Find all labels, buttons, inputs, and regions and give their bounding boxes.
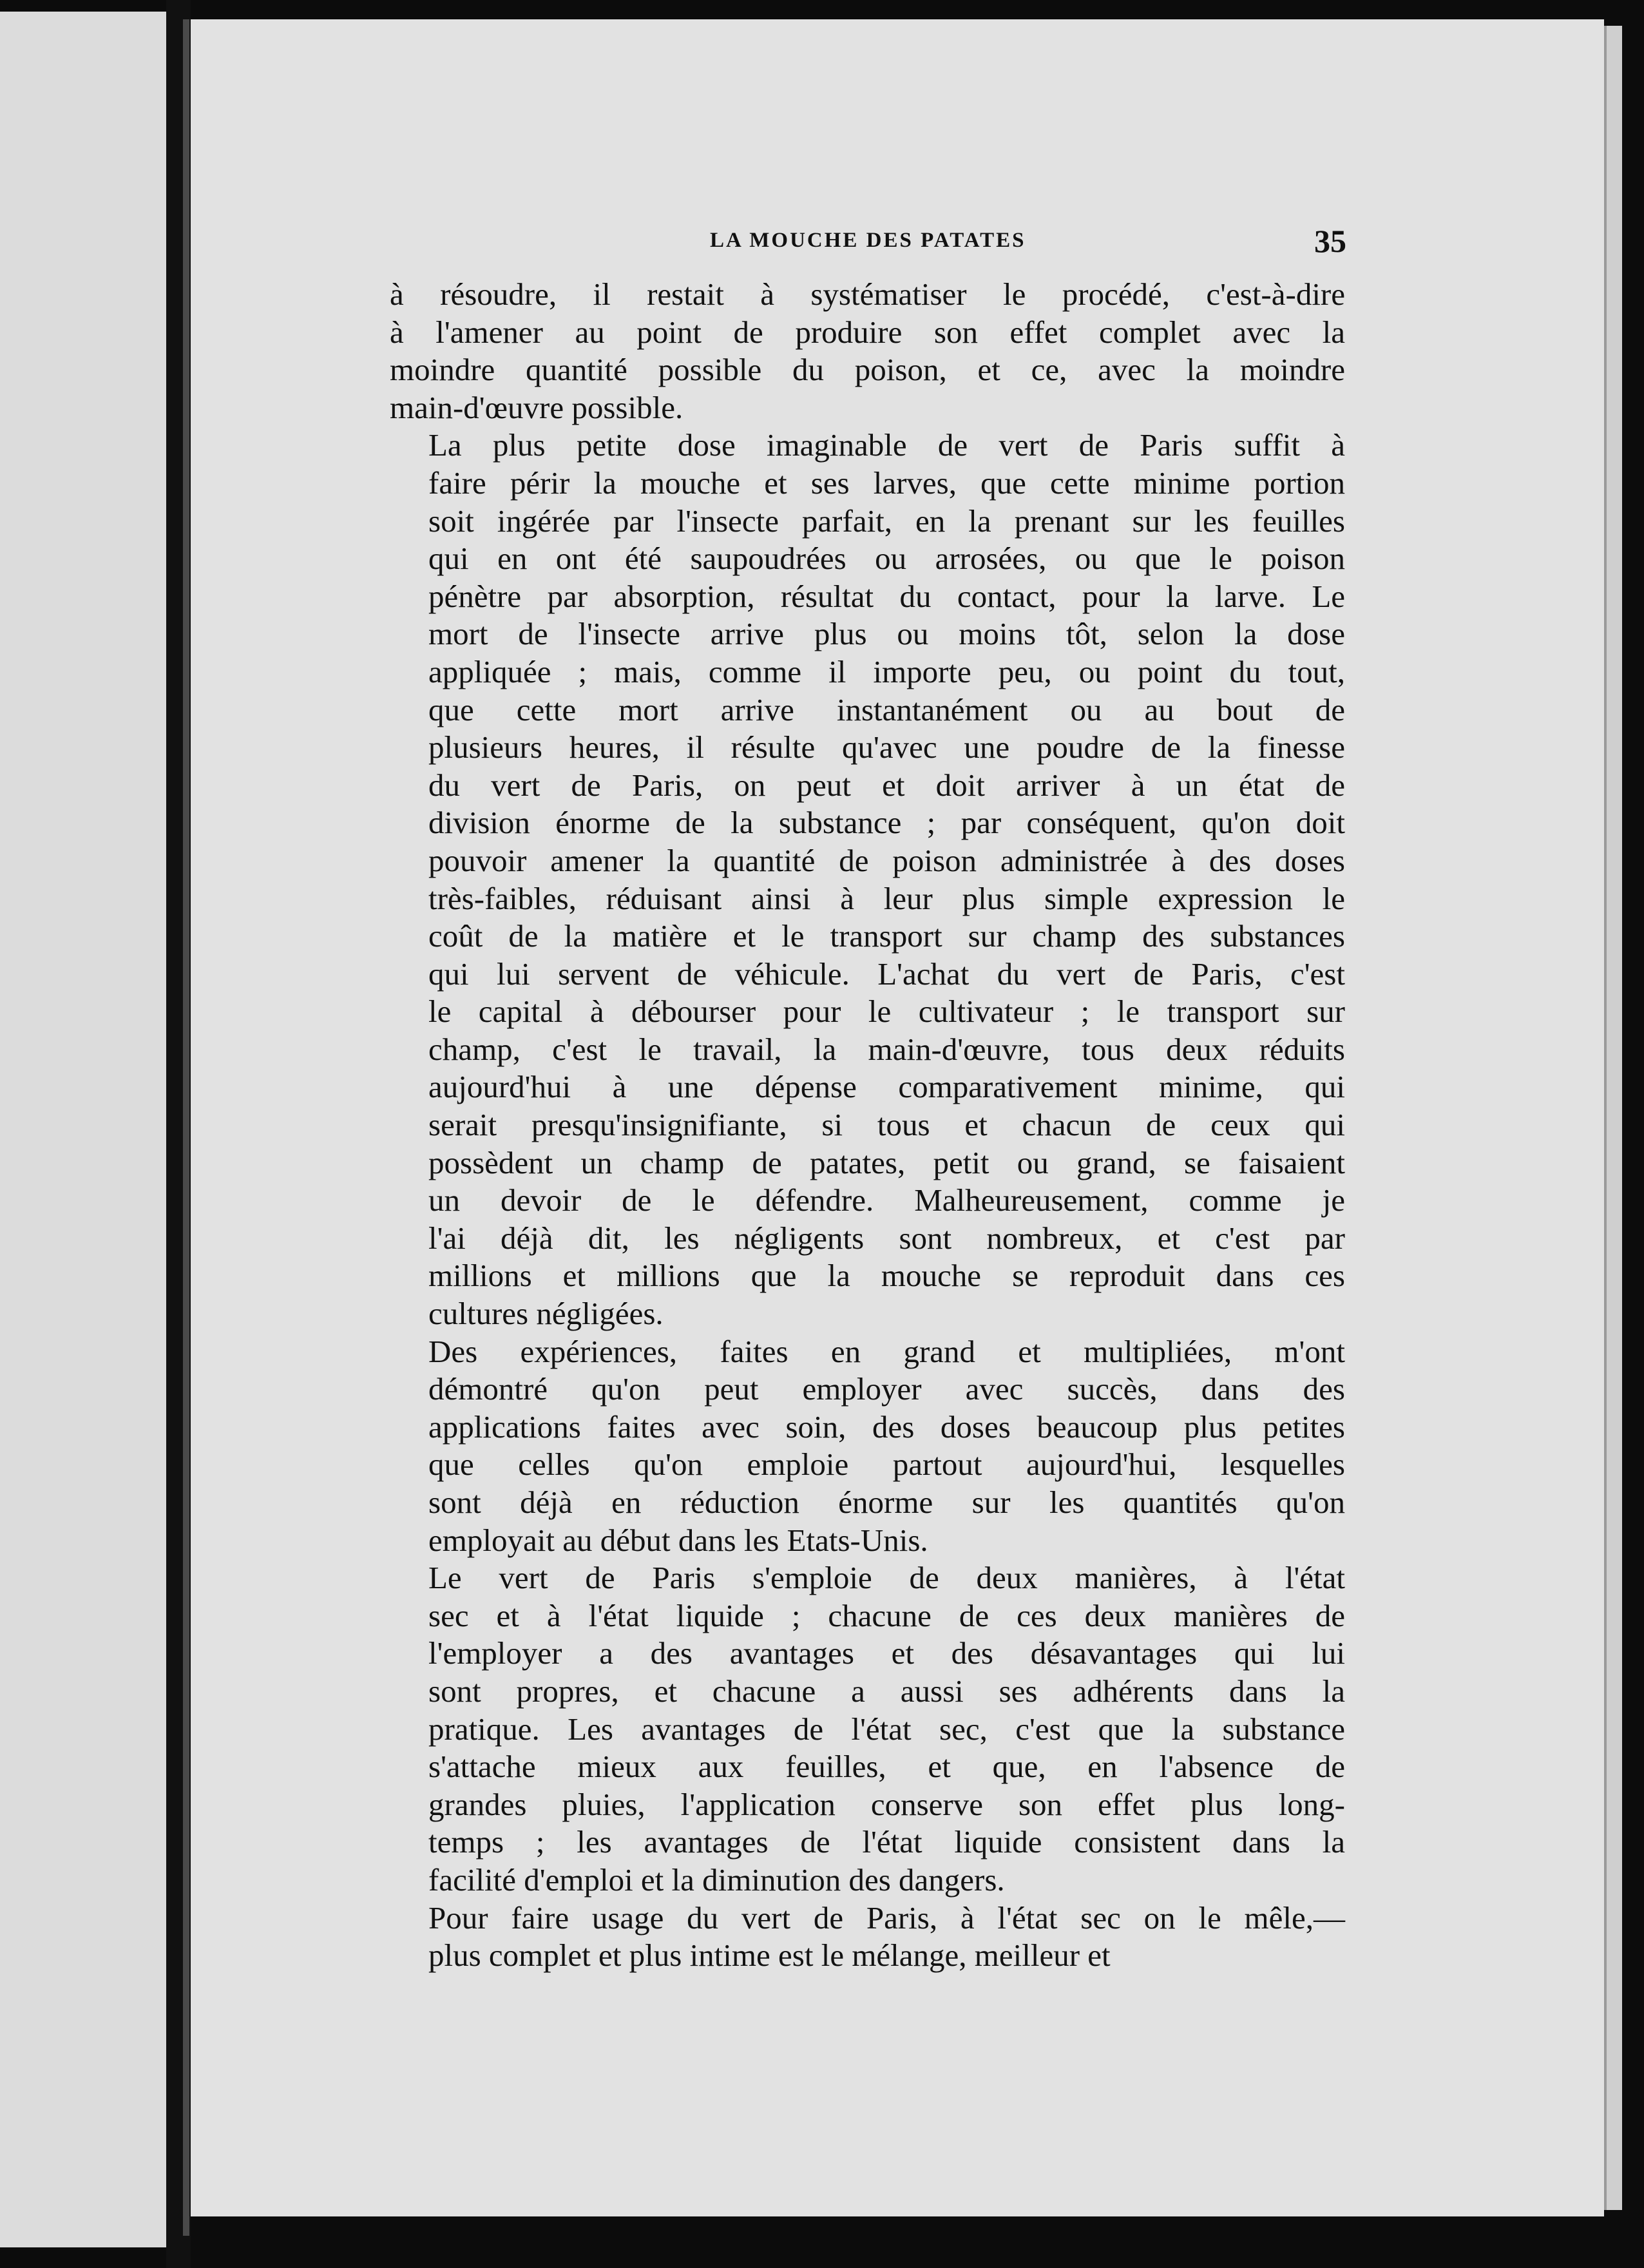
- text-line: l'ai déjà dit, les négligents sont nombreux, et c'est par: [428, 1220, 1345, 1256]
- text-line: Pour faire usage du vert de Paris, à l'état sec on le mêle,—: [428, 1899, 1345, 1936]
- text-line: à résoudre, il restait à systématiser le procédé, c'est-à-dire: [390, 276, 1345, 312]
- running-title: LA MOUCHE DES PATATES: [710, 229, 1026, 252]
- text-line: sont propres, et chacune a aussi ses adhérents dans la: [428, 1673, 1345, 1709]
- text-line: cultures négligées.: [428, 1296, 664, 1332]
- paragraph-1: [390, 276, 1345, 427]
- left-page-edge: [0, 12, 166, 2247]
- text-line: sec et à l'état liquide ; chacune de ces deux manières de: [428, 1597, 1345, 1633]
- text-line: que cette mort arrive instantanément ou au bout de: [428, 691, 1345, 727]
- text-line: mort de l'insecte arrive plus ou moins tôt, selon la dose: [428, 616, 1345, 652]
- paragraph-5: [390, 1899, 1345, 1975]
- text-line: La plus petite dose imaginable de vert de Paris suffit à: [428, 427, 1345, 463]
- text-line: possèdent un champ de patates, petit ou grand, se faisaient: [428, 1144, 1345, 1180]
- paragraph-3: [390, 1333, 1345, 1560]
- text-line: très-faibles, réduisant ainsi à leur plus simple expression le: [428, 880, 1345, 916]
- paragraph-2: [390, 427, 1345, 1332]
- text-line: division énorme de la substance ; par conséquent, qu'on doit: [428, 805, 1345, 841]
- page-number: 35: [1314, 223, 1346, 259]
- text-line: un devoir de le défendre. Malheureusement, comme je: [428, 1182, 1345, 1218]
- text-line: moindre quantité possible du poison, et ce, avec la moindre: [390, 352, 1345, 388]
- text-line: plus complet et plus intime est le mélange, meilleur et: [428, 1937, 1111, 1974]
- text-line: Des expériences, faites en grand et multipliées, m'ont: [428, 1333, 1345, 1369]
- page-stack-edge: [1604, 26, 1622, 2210]
- text-line: applications faites avec soin, des doses beaucoup plus petites: [428, 1408, 1345, 1445]
- text-line: pratique. Les avantages de l'état sec, c'est que la substance: [428, 1711, 1345, 1747]
- text-line: à l'amener au point de produire son effet complet avec la: [390, 314, 1345, 350]
- text-line: que celles qu'on emploie partout aujourd'hui, lesquelles: [428, 1446, 1345, 1483]
- text-line: qui en ont été saupoudrées ou arrosées, ou que le poison: [428, 541, 1345, 577]
- text-line: s'attache mieux aux feuilles, et que, en l'absence de: [428, 1749, 1345, 1785]
- text-line: pénètre par absorption, résultat du contact, pour la larve. Le: [428, 578, 1345, 614]
- text-line: aujourd'hui à une dépense comparativement minime, qui: [428, 1069, 1345, 1105]
- text-line: faire périr la mouche et ses larves, que cette minime portion: [428, 465, 1345, 501]
- text-line: pouvoir amener la quantité de poison administrée à des doses: [428, 842, 1345, 878]
- text-line: démontré qu'on peut employer avec succès, dans des: [428, 1371, 1345, 1407]
- text-line: l'employer a des avantages et des désavantages qui lui: [428, 1635, 1345, 1671]
- text-line: appliquée ; mais, comme il importe peu, ou point du tout,: [428, 653, 1345, 689]
- text-line: du vert de Paris, on peut et doit arriver à un état de: [428, 767, 1345, 803]
- text-line: main-d'œuvre possible.: [390, 389, 683, 425]
- text-line: qui lui servent de véhicule. L'achat du vert de Paris, c'est: [428, 956, 1345, 992]
- body-text: [390, 276, 1345, 1975]
- paragraph-4: [390, 1559, 1345, 1899]
- spine-shadow: [183, 19, 189, 2236]
- text-line: grandes pluies, l'application conserve son effet plus long-: [428, 1786, 1345, 1822]
- text-line: employait au début dans les Etats-Unis.: [428, 1522, 928, 1558]
- text-line: millions et millions que la mouche se reproduit dans ces: [428, 1258, 1345, 1294]
- text-line: le capital à débourser pour le cultivateur ; le transport sur: [428, 994, 1345, 1030]
- text-line: sont déjà en réduction énorme sur les quantités qu'on: [428, 1485, 1345, 1520]
- text-line: serait presqu'insignifiante, si tous et chacun de ceux qui: [428, 1107, 1345, 1143]
- text-line: soit ingérée par l'insecte parfait, en la prenant sur les feuilles: [428, 503, 1345, 539]
- text-line: Le vert de Paris s'emploie de deux manières, à l'état: [428, 1560, 1345, 1596]
- text-line: temps ; les avantages de l'état liquide consistent dans la: [428, 1824, 1345, 1860]
- text-line: plusieurs heures, il résulte qu'avec une poudre de la finesse: [428, 729, 1345, 765]
- text-line: champ, c'est le travail, la main-d'œuvre, tous deux réduits: [428, 1031, 1345, 1067]
- text-line: coût de la matière et le transport sur champ des substances: [428, 918, 1345, 954]
- text-line: facilité d'emploi et la diminution des dangers.: [428, 1861, 1005, 1898]
